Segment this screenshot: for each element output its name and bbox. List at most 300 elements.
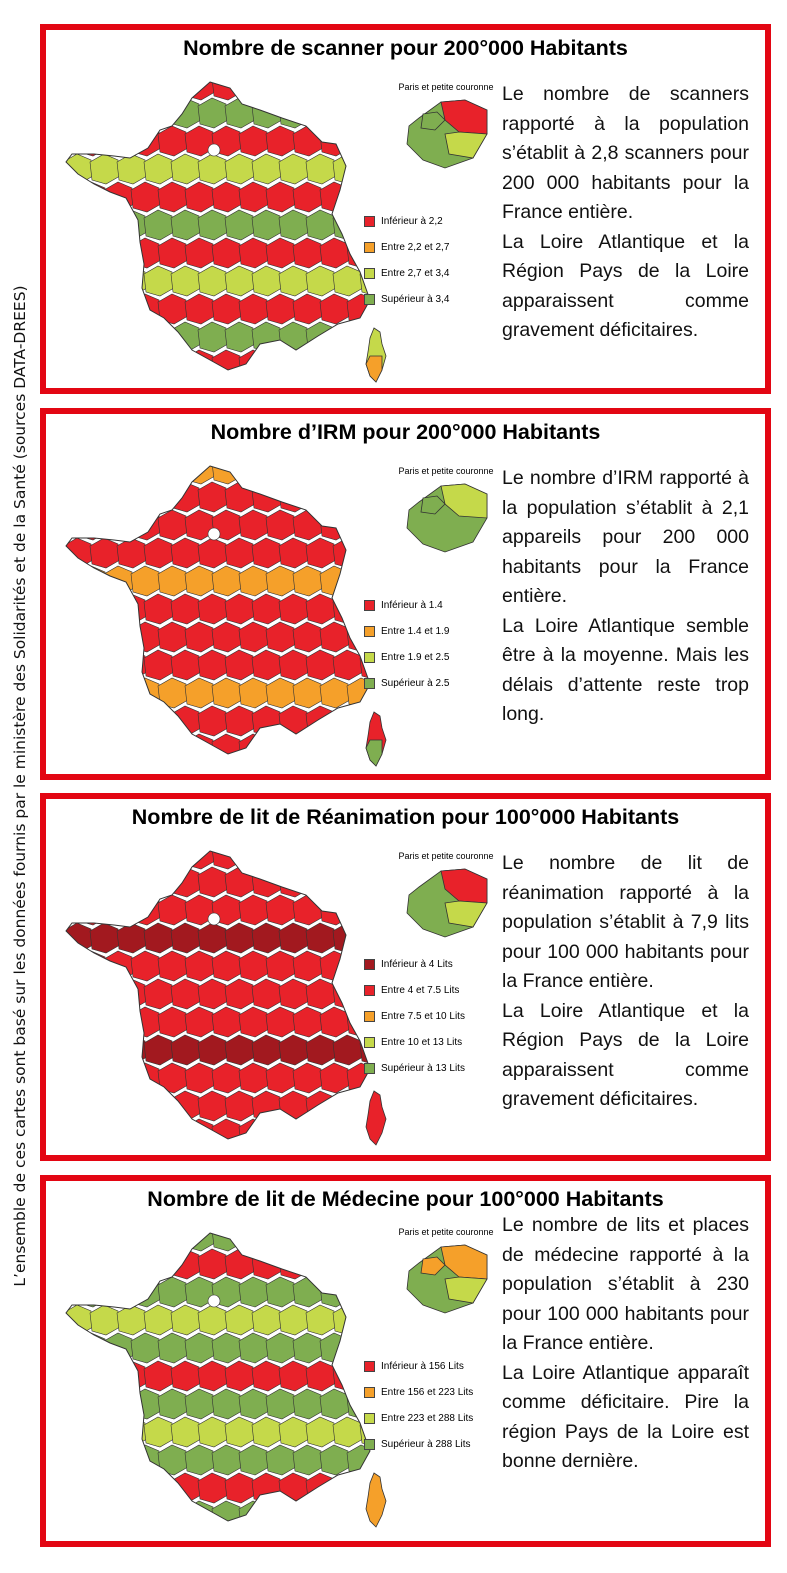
departement-region [171,1035,201,1065]
departement-region [104,126,134,156]
legend-item: Inférieur à 2,2 [364,208,449,234]
departement-region [185,951,215,981]
departement-region [225,154,255,184]
departement-region [104,1389,134,1419]
departement-region [266,350,296,380]
departement-region [117,1091,147,1121]
departement-region [212,182,242,212]
departement-region [131,458,161,484]
departement-region [104,566,134,596]
departement-region [347,1277,377,1307]
departement-region [158,1501,188,1531]
departement-region [158,951,188,981]
departement-region [185,1389,215,1419]
departement-region [266,678,296,708]
departements [60,74,390,380]
departement-region [279,482,309,512]
departement-region [293,458,323,484]
departement-region [60,566,80,596]
departement-region [225,979,255,1009]
departement-region [320,126,350,156]
france-map [60,843,390,1153]
legend-item: Inférieur à 4 Lits [364,951,465,977]
departement-region [104,510,134,540]
departement-region [279,1305,309,1335]
departement-region [77,182,107,212]
departement-region [117,706,147,736]
departement-region [306,322,336,352]
departement-region [266,458,296,484]
departement-region [77,350,107,380]
departement-region [347,843,377,869]
departement-region [266,74,296,100]
departement-region [131,895,161,925]
departement-region [171,1249,201,1279]
description-paragraph: Le nombre de lits et places de médecine rapporté à la population s’établit à 230 pour 100 000 habitants pour la France entière. [502,1214,749,1354]
departement-region [60,734,80,764]
departement-region [104,294,134,324]
departement-region [63,266,93,296]
departement-region [158,74,188,100]
departement-region [144,1361,174,1391]
departement-region [320,1225,350,1251]
departement-region [104,1063,134,1093]
departement-region [63,322,93,352]
departement-region [158,622,188,652]
departement-region [198,1091,228,1121]
departement-region [333,650,363,680]
panel-scanner [40,24,771,394]
departement-region [158,734,188,764]
departement-region [293,182,323,212]
departement-region [279,1035,309,1065]
departement-region [158,1333,188,1363]
legend-item: Supérieur à 288 Lits [364,1431,473,1457]
departement-region [198,594,228,624]
departement-region [90,706,120,736]
departement-region [306,154,336,184]
map-legend [364,1353,473,1457]
departement-region [104,458,134,484]
departement-region [360,154,390,184]
departement-region [266,510,296,540]
departement-region [131,182,161,212]
departement-region [252,1091,282,1121]
paris-area [208,913,220,925]
departement-region [63,650,93,680]
departement-region [320,1333,350,1363]
departement-region [158,238,188,268]
departement-region [198,1417,228,1447]
departement-region [117,482,147,512]
departement-region [60,1501,80,1531]
departement-region [185,294,215,324]
departement-region [198,538,228,568]
departement-region [279,594,309,624]
departement-region [117,594,147,624]
departement-region [279,98,309,128]
departement-region [333,266,363,296]
departement-region [198,923,228,953]
departement-region [158,458,188,484]
departement-region [60,1007,80,1037]
legend-swatch [364,268,375,279]
departement-region [198,1305,228,1335]
departement-region [360,482,390,512]
departement-region [198,1035,228,1065]
departement-region [185,843,215,869]
departement-region [279,923,309,953]
departement-region [60,1445,80,1475]
departement-region [279,322,309,352]
legend-swatch [364,985,375,996]
departement-region [306,1091,336,1121]
departement-region [131,1277,161,1307]
france-map [60,458,390,768]
departement-region [171,266,201,296]
legend-item: Inférieur à 156 Lits [364,1353,473,1379]
departement-region [60,458,80,484]
departement-region [306,706,336,736]
departement-region [306,1305,336,1335]
departement-region [104,74,134,100]
departement-region [77,1119,107,1149]
departement-region [198,1473,228,1503]
departement-region [225,923,255,953]
departement-region [104,622,134,652]
departement-region [158,1007,188,1037]
departement-region [104,734,134,764]
departement-region [306,1249,336,1279]
departement-region [104,1501,134,1531]
departement-region [90,210,120,240]
departement-region [77,74,107,100]
departements [60,1225,390,1531]
departement-region [306,923,336,953]
departement-region [293,951,323,981]
departement-region [198,98,228,128]
departement-region [90,538,120,568]
departement-region [90,1473,120,1503]
departement-region [198,1249,228,1279]
departement-region [63,979,93,1009]
departement-region [293,74,323,100]
legend-item: Entre 1.4 et 1.9 [364,618,449,644]
departement-region [117,538,147,568]
departement-region [185,458,215,484]
departement-region [252,1305,282,1335]
departement-region [104,1007,134,1037]
departement-region [171,979,201,1009]
legend-item: Entre 1.9 et 2.5 [364,644,449,670]
departement-region [293,843,323,869]
departement-region [239,1333,269,1363]
departement-region [266,1277,296,1307]
departement-region [60,126,80,156]
departement-region [131,1007,161,1037]
departement-region [90,154,120,184]
departement-region [63,98,93,128]
departement-region [90,867,120,897]
paris-inset [391,1227,501,1315]
departement-region [171,1305,201,1335]
departement-region [252,650,282,680]
departement-region [306,1361,336,1391]
departement-region [333,1091,363,1121]
departement-region [266,1333,296,1363]
departement-region [212,294,242,324]
departement-region [104,1277,134,1307]
departement-region [239,1007,269,1037]
departement-region [320,350,350,380]
departement-region [77,678,107,708]
departement-region [306,594,336,624]
departement-region [252,706,282,736]
departement-region [63,594,93,624]
departement-region [293,1007,323,1037]
departement-region [63,1091,93,1121]
departement-region [333,98,363,128]
departement-region [144,1091,174,1121]
legend-swatch [364,626,375,637]
departement-region [90,1249,120,1279]
departement-region [239,843,269,869]
departement-region [60,622,80,652]
departement-region [320,734,350,764]
departement-region [117,98,147,128]
departement-region [158,678,188,708]
departement-region [131,126,161,156]
departement-region [266,951,296,981]
departement-region [320,182,350,212]
departement-region [158,1063,188,1093]
departement-region [239,182,269,212]
departement-region [239,74,269,100]
panel-title: Nombre d’IRM pour 200°000 Habitants [210,420,601,444]
departement-region [333,923,363,953]
departement-region [266,566,296,596]
panel-description [502,1211,749,1477]
departement-region [239,566,269,596]
description-paragraph: Le nombre de lit de réanimation rapporté à la population s’établit à 7,9 lits pour 100 000 habitants pour la France entière. [502,852,749,992]
departement-region [117,154,147,184]
departement-region [252,1361,282,1391]
departement-region [77,1333,107,1363]
departement-region [212,678,242,708]
departement-region [117,210,147,240]
departement-region [171,98,201,128]
departement-region [293,238,323,268]
departement-region [63,867,93,897]
departement-region [104,350,134,380]
departement-region [279,1473,309,1503]
departement-region [266,126,296,156]
departement-region [63,482,93,512]
legend-swatch [364,1387,375,1398]
departement-region [63,706,93,736]
departement-region [360,98,390,128]
departement-region [60,1389,80,1419]
legend-item: Entre 223 et 288 Lits [364,1405,473,1431]
departement-region [279,867,309,897]
departement-region [333,322,363,352]
departement-region [333,1249,363,1279]
departement-region [198,322,228,352]
departement-region [198,210,228,240]
departement-region [333,1035,363,1065]
departement-region [171,154,201,184]
departement-region [77,126,107,156]
departement-region [158,1389,188,1419]
departement-region [279,154,309,184]
departement-region [266,182,296,212]
departement-region [347,1225,377,1251]
departement-region [333,706,363,736]
departement-region [63,1417,93,1447]
corsica-map [362,326,388,384]
departement-region [306,1035,336,1065]
departement-region [171,210,201,240]
departement-region [320,951,350,981]
departement-region [131,510,161,540]
departement-region [347,510,377,540]
departement-region [225,1091,255,1121]
departement-region [198,154,228,184]
departement-region [252,1417,282,1447]
departement-region [347,895,377,925]
departement-region [212,1333,242,1363]
departement-region [212,622,242,652]
departement-region [266,1501,296,1531]
departement-region [77,895,107,925]
panel-medecine [40,1175,771,1547]
departement-region [104,895,134,925]
departement-region [158,182,188,212]
departement-region [60,678,80,708]
departement-region [185,1063,215,1093]
departement-region [60,951,80,981]
legend-swatch [364,1439,375,1450]
departement-region [279,706,309,736]
departement-region [77,238,107,268]
departement-region [333,154,363,184]
departement-region [117,867,147,897]
departement-region [279,1249,309,1279]
departement-region [131,238,161,268]
legend-swatch [364,1063,375,1074]
departement-region [293,1333,323,1363]
departement-region [212,951,242,981]
departement-region [198,1361,228,1391]
legend-item: Entre 2,2 et 2,7 [364,234,449,260]
legend-swatch [364,1361,375,1372]
legend-swatch [364,216,375,227]
paris-inset-map [401,94,491,170]
departement-region [63,1361,93,1391]
departement-region [185,678,215,708]
description-paragraph: La Loire Atlantique semble être à la moyenne. Mais les délais d’attente reste trop long. [502,614,749,725]
departement-region [117,322,147,352]
departement-region [239,126,269,156]
departement-region [158,843,188,869]
departement-region [60,843,80,869]
departement-region [63,1035,93,1065]
departement-region [252,594,282,624]
departement-region [171,923,201,953]
departement-region [158,566,188,596]
departement-region [63,538,93,568]
legend-swatch [364,1413,375,1424]
departement-region [171,706,201,736]
departement-region [225,706,255,736]
departement-region [171,1361,201,1391]
description-paragraph: Le nombre d’IRM rapporté à la population s’établit à 2,1 appareils pour 200 000 habitants pour la France entière. [502,467,749,607]
departement-region [360,867,390,897]
departement-region [225,1473,255,1503]
paris-inset [391,851,501,939]
departement-region [333,867,363,897]
legend-item: Entre 7.5 et 10 Lits [364,1003,465,1029]
departement-region [77,1225,107,1251]
departement-region [320,294,350,324]
departement-region [293,734,323,764]
map-legend [364,208,449,312]
departement-region [333,1305,363,1335]
departement-region [333,1473,363,1503]
departement-region [293,294,323,324]
departement-region [60,895,80,925]
departement-region [293,1389,323,1419]
departement-region [63,1473,93,1503]
departement-region [293,622,323,652]
departement-region [225,1305,255,1335]
departement-region [306,98,336,128]
departement-region [131,566,161,596]
departement-region [239,678,269,708]
legend-item: Supérieur à 3,4 [364,286,449,312]
departement-region [144,867,174,897]
departement-region [225,482,255,512]
description-paragraph: La Loire Atlantique apparaît comme déficitaire. Pire la région Pays de la Loire est bonne dernière. [502,1361,749,1472]
departement-region [320,458,350,484]
departement-region [360,1305,390,1335]
departement-region [158,1225,188,1251]
departement-region [63,1305,93,1335]
departement-region [225,266,255,296]
departement-region [144,322,174,352]
departement-region [293,1445,323,1475]
departement-region [104,1445,134,1475]
corsica-map [362,1471,388,1529]
departement-region [158,1277,188,1307]
legend-item: Entre 2,7 et 3,4 [364,260,449,286]
departement-region [104,1119,134,1149]
departement-region [225,1417,255,1447]
departement-region [60,294,80,324]
departement-region [158,126,188,156]
departement-region [117,1305,147,1335]
departement-region [198,979,228,1009]
departement-region [144,1473,174,1503]
departement-region [144,1305,174,1335]
departement-region [252,154,282,184]
departement-region [212,734,242,764]
inset-label: Paris et petite couronne [398,466,494,476]
departement-region [90,1361,120,1391]
departement-region [212,566,242,596]
departement-region [239,1225,269,1251]
departement-region [266,1007,296,1037]
